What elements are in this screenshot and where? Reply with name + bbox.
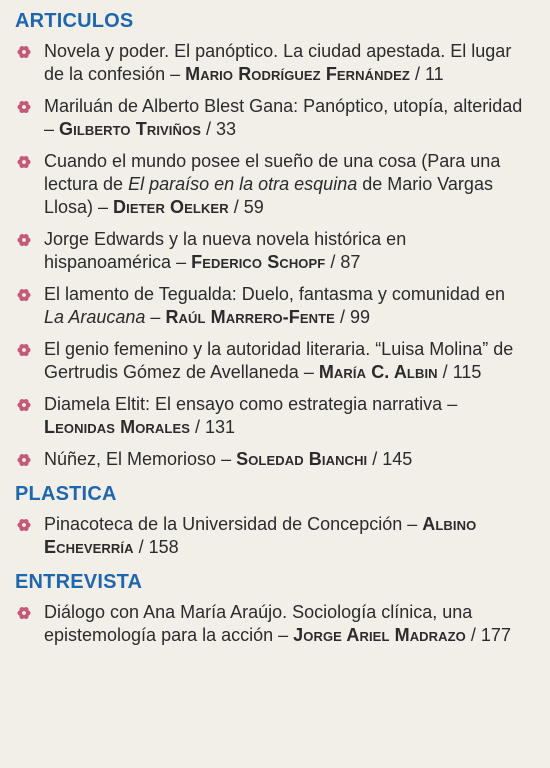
entry-list	[15, 601, 528, 647]
toc-entry: El genio femenino y la autoridad literaria. “Luisa Molina” de Gertrudis Gómez de Avellaneda – María C. Albin / 115	[15, 338, 528, 384]
entry-page-number: 131	[205, 417, 236, 437]
entry-page-number: 33	[216, 119, 237, 139]
entry-page-number: 158	[148, 537, 179, 557]
entry-author: Soledad Bianchi	[236, 449, 368, 469]
entry-title-italic: El paraíso en la otra esquina	[128, 174, 358, 194]
flower-bullet-icon	[17, 453, 31, 467]
entry-title-part-2: de Mario Vargas Llosa)	[44, 174, 493, 217]
flower-bullet-icon	[17, 606, 31, 620]
entry-author: Mario Rodríguez Fernández	[185, 64, 410, 84]
entry-author: María C. Albin	[318, 362, 438, 382]
entry-title: Novela y poder. El panóptico. La ciudad apestada. El lugar de la confesión	[44, 41, 512, 84]
entry-title-part-1: El lamento de Tegualda: Duelo, fantasma y comunidad en	[44, 284, 505, 304]
entry-title: Jorge Edwards y la nueva novela histórica en hispanoamérica	[44, 229, 407, 272]
section-title: ENTREVISTA	[15, 571, 143, 593]
toc-entry: Jorge Edwards y la nueva novela histórica en hispanoamérica – Federico Schopf / 87	[15, 228, 528, 274]
entry-page-number: 145	[382, 449, 413, 469]
entry-title: Diamela Eltit: El ensayo como estrategia narrativa	[44, 394, 443, 414]
section-articulos	[15, 8, 528, 471]
toc-entry: Diamela Eltit: El ensayo como estrategia narrativa – Leonidas Morales / 131	[15, 393, 528, 439]
entry-list	[15, 40, 528, 471]
toc-entry: Diálogo con Ana María Araújo. Sociología clínica, una epistemología para la acción – Jorge Ariel Madrazo / 177	[15, 601, 528, 647]
flower-bullet-icon	[17, 398, 31, 412]
section-entrevista	[15, 569, 528, 647]
toc-entry: Núñez, El Memorioso – Soledad Bianchi / 145	[15, 448, 528, 471]
section-title: PLASTICA	[15, 483, 117, 505]
toc-entry: Mariluán de Alberto Blest Gana: Panóptico, utopía, alteridad – Gilberto Triviños / 33	[15, 95, 528, 141]
toc-entry: Novela y poder. El panóptico. La ciudad apestada. El lugar de la confesión – Mario Rodríguez Fernández / 11	[15, 40, 528, 86]
toc-entry: Cuando el mundo posee el sueño de una cosa (Para una lectura de El paraíso en la otra esquina de Mario Vargas Llosa) – Dieter Oelker / 59	[15, 150, 528, 219]
entry-page-number: 99	[349, 307, 370, 327]
entry-title: El genio femenino y la autoridad literaria. “Luisa Molina” de Gertrudis Gómez de Avellaneda	[44, 339, 514, 382]
entry-list	[15, 513, 528, 559]
entry-page-number: 59	[243, 197, 264, 217]
entry-author: Federico Schopf	[191, 252, 326, 272]
toc-entry: Pinacoteca de la Universidad de Concepción – Albino Echeverría / 158	[15, 513, 528, 559]
entry-author: Leonidas Morales	[44, 417, 190, 437]
flower-bullet-icon	[17, 233, 31, 247]
entry-page-number: 11	[424, 64, 444, 84]
entry-title: Pinacoteca de la Universidad de Concepción	[44, 514, 403, 534]
toc-entry: El lamento de Tegualda: Duelo, fantasma y comunidad en La Araucana – Raúl Marrero-Fente / 99	[15, 283, 528, 329]
flower-bullet-icon	[17, 155, 31, 169]
entry-author: Jorge Ariel Madrazo	[293, 625, 466, 645]
entry-title-part-1: Cuando el mundo posee el sueño de una cosa (Para una lectura de	[44, 151, 501, 194]
entry-page-number: 115	[452, 362, 482, 382]
flower-bullet-icon	[17, 100, 31, 114]
flower-bullet-icon	[17, 518, 31, 532]
section-plastica	[15, 481, 528, 559]
entry-author: Raúl Marrero-Fente	[165, 307, 335, 327]
entry-author: Gilberto Triviños	[59, 119, 201, 139]
entry-title: Diálogo con Ana María Araújo. Sociología clínica, una epistemología para la acción	[44, 602, 473, 645]
entry-author: Dieter Oelker	[113, 197, 229, 217]
flower-bullet-icon	[17, 288, 31, 302]
entry-title-italic: La Araucana	[44, 307, 146, 327]
flower-bullet-icon	[17, 343, 31, 357]
entry-title: Núñez, El Memorioso	[44, 449, 217, 469]
entry-page-number: 177	[480, 625, 511, 645]
entry-author: Albino Echeverría	[44, 514, 477, 557]
entry-title: Mariluán de Alberto Blest Gana: Panóptico, utopía, alteridad	[44, 96, 523, 116]
flower-bullet-icon	[17, 45, 31, 59]
section-title: ARTICULOS	[15, 10, 134, 32]
entry-page-number: 87	[340, 252, 361, 272]
